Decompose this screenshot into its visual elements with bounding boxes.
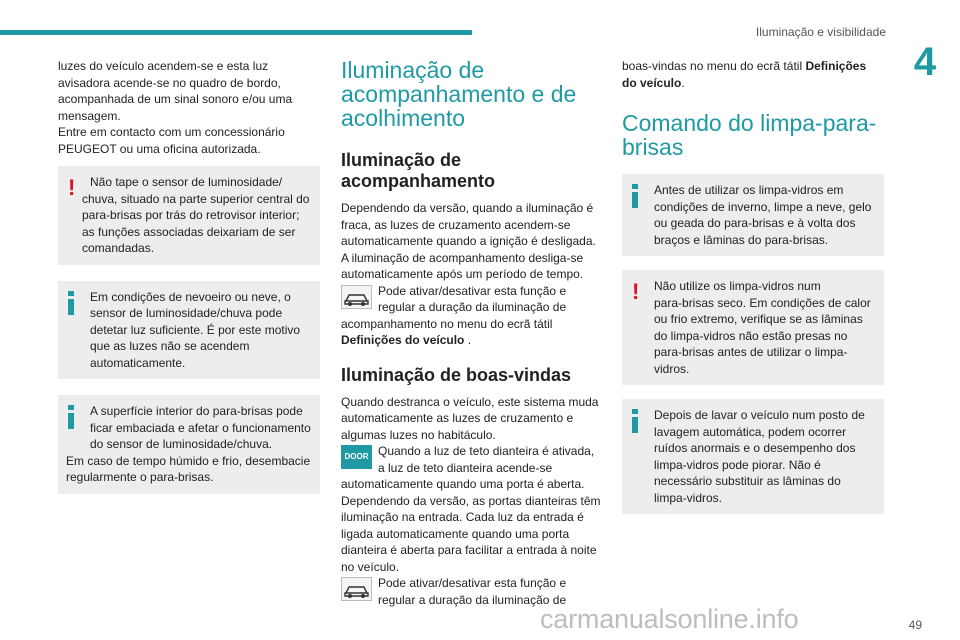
page-number: 49 (908, 618, 922, 632)
intro-paragraph: luzes do veículo acendem-se e esta luz avisadora acende-se no quadro de bordo, acompanhada de um sinal sonoro e/ou uma mensagem. (58, 59, 293, 123)
column-1 (58, 58, 320, 494)
column-2 (341, 58, 603, 608)
heading-follow-me-home: Iluminação de acompanhamento e de acolhimento (341, 57, 577, 131)
warning-text-first: Não utilize os limpa-vidros num (654, 279, 821, 293)
warning-box-sensor (58, 166, 320, 265)
info-text-first: Antes de utilizar os limpa-vidros em (654, 183, 844, 197)
settings-paragraph-1 (341, 283, 603, 349)
info-text-rest: ficar embaciada e afetar o funcionamento do sensor de luminosidade/chuva. (90, 420, 311, 451)
heading-wiper-control: Comando do limpa-para-brisas (622, 110, 877, 160)
info-text-first: Em condições de nevoeiro ou neve, o (90, 289, 291, 304)
vehicle-settings-icon (341, 577, 372, 601)
punctuation: . (681, 75, 685, 90)
info-text-first: A superfície interior do para-brisas pode (90, 404, 303, 418)
settings-menu-name: Definições do veículo (341, 333, 465, 347)
contact-paragraph: Entre em contacto com um concessionário PEUGEOT ou uma oficina autorizada. (58, 125, 285, 156)
info-box-windscreen (58, 395, 320, 494)
info-icon (68, 291, 74, 317)
section-title: Iluminação e visibilidade (755, 25, 886, 39)
warning-icon: ! (632, 279, 640, 304)
settings-menu-name: Definições do veículo (622, 59, 867, 90)
info-icon (632, 184, 638, 210)
info-box-fog (58, 281, 320, 380)
paragraph-welcome-1: Quando destranca o veículo, este sistema muda automaticamente as luzes de cruzamento e algumas luzes no habitáculo. (341, 394, 599, 442)
subheading-welcome-lighting: Iluminação de boas-vindas (341, 364, 572, 385)
info-box-winter (622, 174, 884, 256)
door-icon: DOOR (341, 445, 372, 469)
info-icon (632, 409, 638, 435)
info-icon (68, 405, 74, 431)
warning-text-first: Não tape o sensor de luminosidade/ (90, 175, 283, 189)
info-text-rest: condições de inverno, limpe a neve, gelo ou geada do para-brisas e à volta dos braços e lâminas do para-brisas. (654, 199, 872, 247)
info-text-extra: Em caso de tempo húmido e frio, desembacie regularmente o para-brisas. (66, 453, 311, 484)
paragraph-follow-me-1: Dependendo da versão, quando a iluminação é fraca, as luzes de cruzamento acendem-se automaticamente quando a ignição é desligada. (341, 201, 596, 248)
settings-text: Pode ativar/desativar esta função e regular a duração da iluminação de acompanhamento no menu do ecrã tátil (341, 283, 567, 331)
info-box-carwash (622, 399, 884, 514)
warning-text-rest: para-brisas seco. Em condições de calor ou frio extremo, verifique se as lâminas do limpa-vidros não estão presas no para-brisas antes de utilizar o limpa-vidros. (654, 295, 871, 376)
punctuation: . (464, 333, 472, 347)
paragraph-welcome-2: Dependendo da versão, as portas dianteiras têm iluminação na entrada. Cada luz da entrada é ligada automaticamente quando uma porta dianteira é aberta para facilitar a entrada à noite no veículo. (341, 493, 601, 574)
info-text-first: Depois de lavar o veículo num posto de (654, 408, 865, 422)
chapter-number: 4 (913, 40, 937, 84)
warning-box-dry (622, 270, 884, 385)
warning-icon: ! (68, 175, 76, 200)
info-text-rest: sensor de luminosidade/chuva pode detetar luz suficiente. É por este motivo que as luzes não se acendem automaticamente. (90, 306, 301, 370)
paragraph-follow-me-2: A iluminação de acompanhamento desliga-se automaticamente após um período de tempo. (341, 250, 584, 281)
continued-text: boas-vindas no menu do ecrã tátil (622, 59, 803, 73)
door-paragraph (341, 443, 603, 493)
header-accent-bar (0, 30, 472, 35)
subheading-follow-me-home: Iluminação de acompanhamento (341, 150, 496, 191)
vehicle-settings-icon (341, 285, 372, 309)
info-text-rest: lavagem automática, podem ocorrer ruídos anormais e o desempenho dos limpa-vidros pode piorar. Não é necessário substituir as lâminas do limpa-vidros. (654, 424, 856, 505)
watermark: carmanualsonline.info (540, 604, 799, 634)
column-3 (622, 58, 884, 514)
door-text: Quando a luz de teto dianteira é ativada, a luz de teto dianteira acende-se automaticamente quando uma porta é aberta. (341, 444, 595, 491)
settings-text-2: Pode ativar/desativar esta função e regular a duração da iluminação de (378, 576, 567, 607)
warning-text-rest: chuva, situado na parte superior central do para-brisas por trás do retrovisor interior; as funções associadas deixariam de ser comandadas. (82, 191, 310, 255)
